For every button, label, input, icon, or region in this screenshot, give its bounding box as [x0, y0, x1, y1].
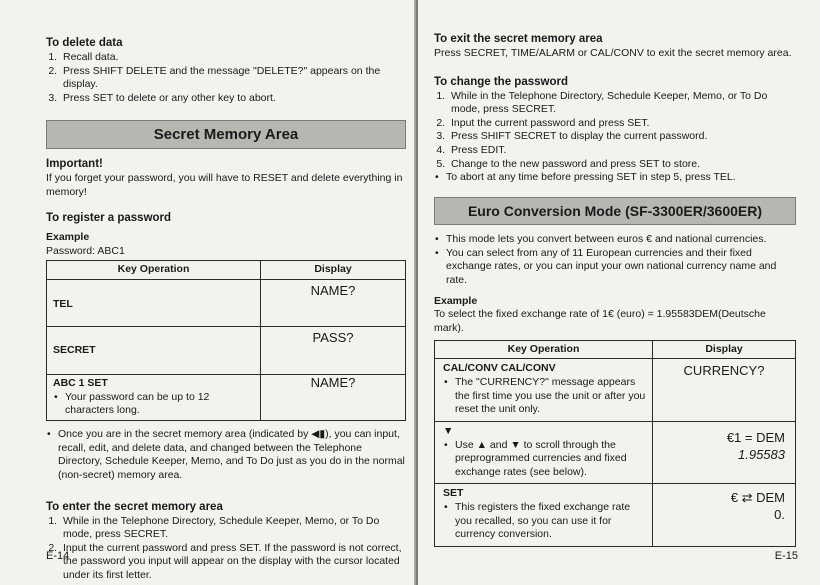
list-item: • The "CURRENCY?" message appears the first time you use the unit or after you reset the unit only.: [443, 376, 646, 417]
example-text: To select the fixed exchange rate of 1€ (euro) = 1.95583DEM(Deutsche mark).: [434, 308, 766, 335]
example-label: Example: [46, 231, 90, 244]
table-row: [435, 421, 796, 484]
list-item: 2. Press SHIFT DELETE and the message "DELETE?" appears on the display.: [60, 65, 406, 92]
list-item: 2. Input the current password and press SET.: [448, 117, 796, 131]
key-cell: SECRET: [47, 327, 261, 375]
display-cell: [653, 359, 796, 422]
key-cell: [435, 421, 653, 484]
list-item: • You can select from any of 11 European currencies and their fixed exchange rates, or you can input your own national currency name and rate.: [434, 247, 796, 288]
important-text: If you forget your password, you will have to RESET and delete everything in memory!: [46, 171, 403, 198]
list-item: • This registers the fixed exchange rate you recalled, so you can use it for currency conversion.: [443, 501, 646, 542]
key-cell: TEL: [47, 280, 261, 327]
exit-heading: To exit the secret memory area: [434, 33, 603, 45]
display-line: 1.95583: [738, 446, 785, 462]
list-item: 1. While in the Telephone Directory, Schedule Keeper, Memo, or To Do mode, press SECRET.: [60, 515, 406, 542]
display-cell: PASS?: [261, 327, 406, 375]
delete-heading: To delete data: [46, 37, 123, 49]
important-label: Important!: [46, 158, 103, 170]
key-note: [443, 439, 646, 480]
change-heading: To change the password: [434, 75, 568, 88]
key-note: [443, 501, 646, 542]
list-item: 2. Input the current password and press SET. If the password is not correct, the password you input will appear on the display with the cursor located under its first letter.: [60, 542, 406, 583]
display-cell: NAME?: [261, 375, 406, 421]
enter-steps: [60, 515, 406, 583]
key-sequence: SET: [443, 487, 464, 500]
delete-steps: [60, 51, 406, 106]
display-cell: [653, 484, 796, 547]
list-item: 5. Change to the new password and press SET to store.: [448, 158, 796, 172]
display-cell: [653, 421, 796, 484]
table-row: [47, 375, 406, 421]
example-label: Example: [434, 294, 478, 307]
display-cell: NAME?: [261, 280, 406, 327]
change-abort-note: [434, 171, 796, 185]
table-row: [435, 484, 796, 547]
list-item: • Your password can be up to 12 characters long.: [53, 391, 254, 418]
list-item: 4. Press EDIT.: [448, 144, 796, 158]
display-line: 0.: [774, 507, 785, 523]
password-example: Password: ABC1: [46, 244, 125, 257]
page-number-left: E-14: [46, 549, 70, 562]
euro-intro-bullets: [434, 233, 796, 288]
key-sequence: CAL/CONV CAL/CONV: [443, 362, 556, 375]
table-row: [47, 280, 406, 327]
list-item: • Use ▲ and ▼ to scroll through the preprogrammed currencies and fixed exchange rates (see below).: [443, 439, 646, 480]
secret-notes: [46, 428, 406, 483]
secret-memory-banner: Secret Memory Area: [46, 120, 406, 150]
list-item: 1. Recall data.: [60, 51, 406, 65]
list-item: • To abort at any time before pressing SET in step 5, press TEL.: [434, 171, 796, 185]
enter-heading: To enter the secret memory area: [46, 500, 223, 513]
key-sequence: ▼: [443, 424, 454, 437]
right-page: [418, 0, 820, 585]
display-header: Display: [261, 261, 406, 280]
register-table: [46, 260, 406, 421]
list-item: 3. Press SHIFT SECRET to display the current password.: [448, 130, 796, 144]
key-operation-header: Key Operation: [47, 261, 261, 280]
display-header: Display: [653, 340, 796, 359]
register-heading: To register a password: [46, 212, 172, 225]
key-cell: [435, 484, 653, 547]
page-number-right: E-15: [774, 549, 798, 562]
exit-text: Press SECRET, TIME/ALARM or CAL/CONV to exit the secret memory area.: [434, 46, 792, 59]
display-line: CURRENCY?: [683, 363, 765, 379]
list-item: • Once you are in the secret memory area (indicated by ◀▮), you can input, recall, edit, and delete data, and changed between the Telephone Directory, Schedule Keeper, Memo, and To Do just as you do in the normal (non-secret) memory area.: [46, 428, 406, 483]
list-item: 1. While in the Telephone Directory, Schedule Keeper, Memo, or To Do mode, press SECRET.: [448, 90, 796, 117]
display-line: € ⇄ DEM: [730, 490, 785, 506]
key-sequence: ABC 1 SET: [53, 377, 108, 390]
key-cell: [47, 375, 261, 421]
change-steps: [448, 90, 796, 172]
list-item: 3. Press SET to delete or any other key to abort.: [60, 92, 406, 106]
key-cell: [435, 359, 653, 422]
euro-conversion-banner: Euro Conversion Mode (SF-3300ER/3600ER): [434, 197, 796, 225]
key-note: [443, 376, 646, 417]
table-row: [47, 327, 406, 375]
key-operation-header: Key Operation: [435, 340, 653, 359]
display-line: €1 = DEM: [726, 429, 785, 445]
key-note: [53, 391, 254, 418]
list-item: • This mode lets you convert between euros € and national currencies.: [434, 233, 796, 247]
table-row: [435, 359, 796, 422]
euro-table: [434, 340, 796, 547]
